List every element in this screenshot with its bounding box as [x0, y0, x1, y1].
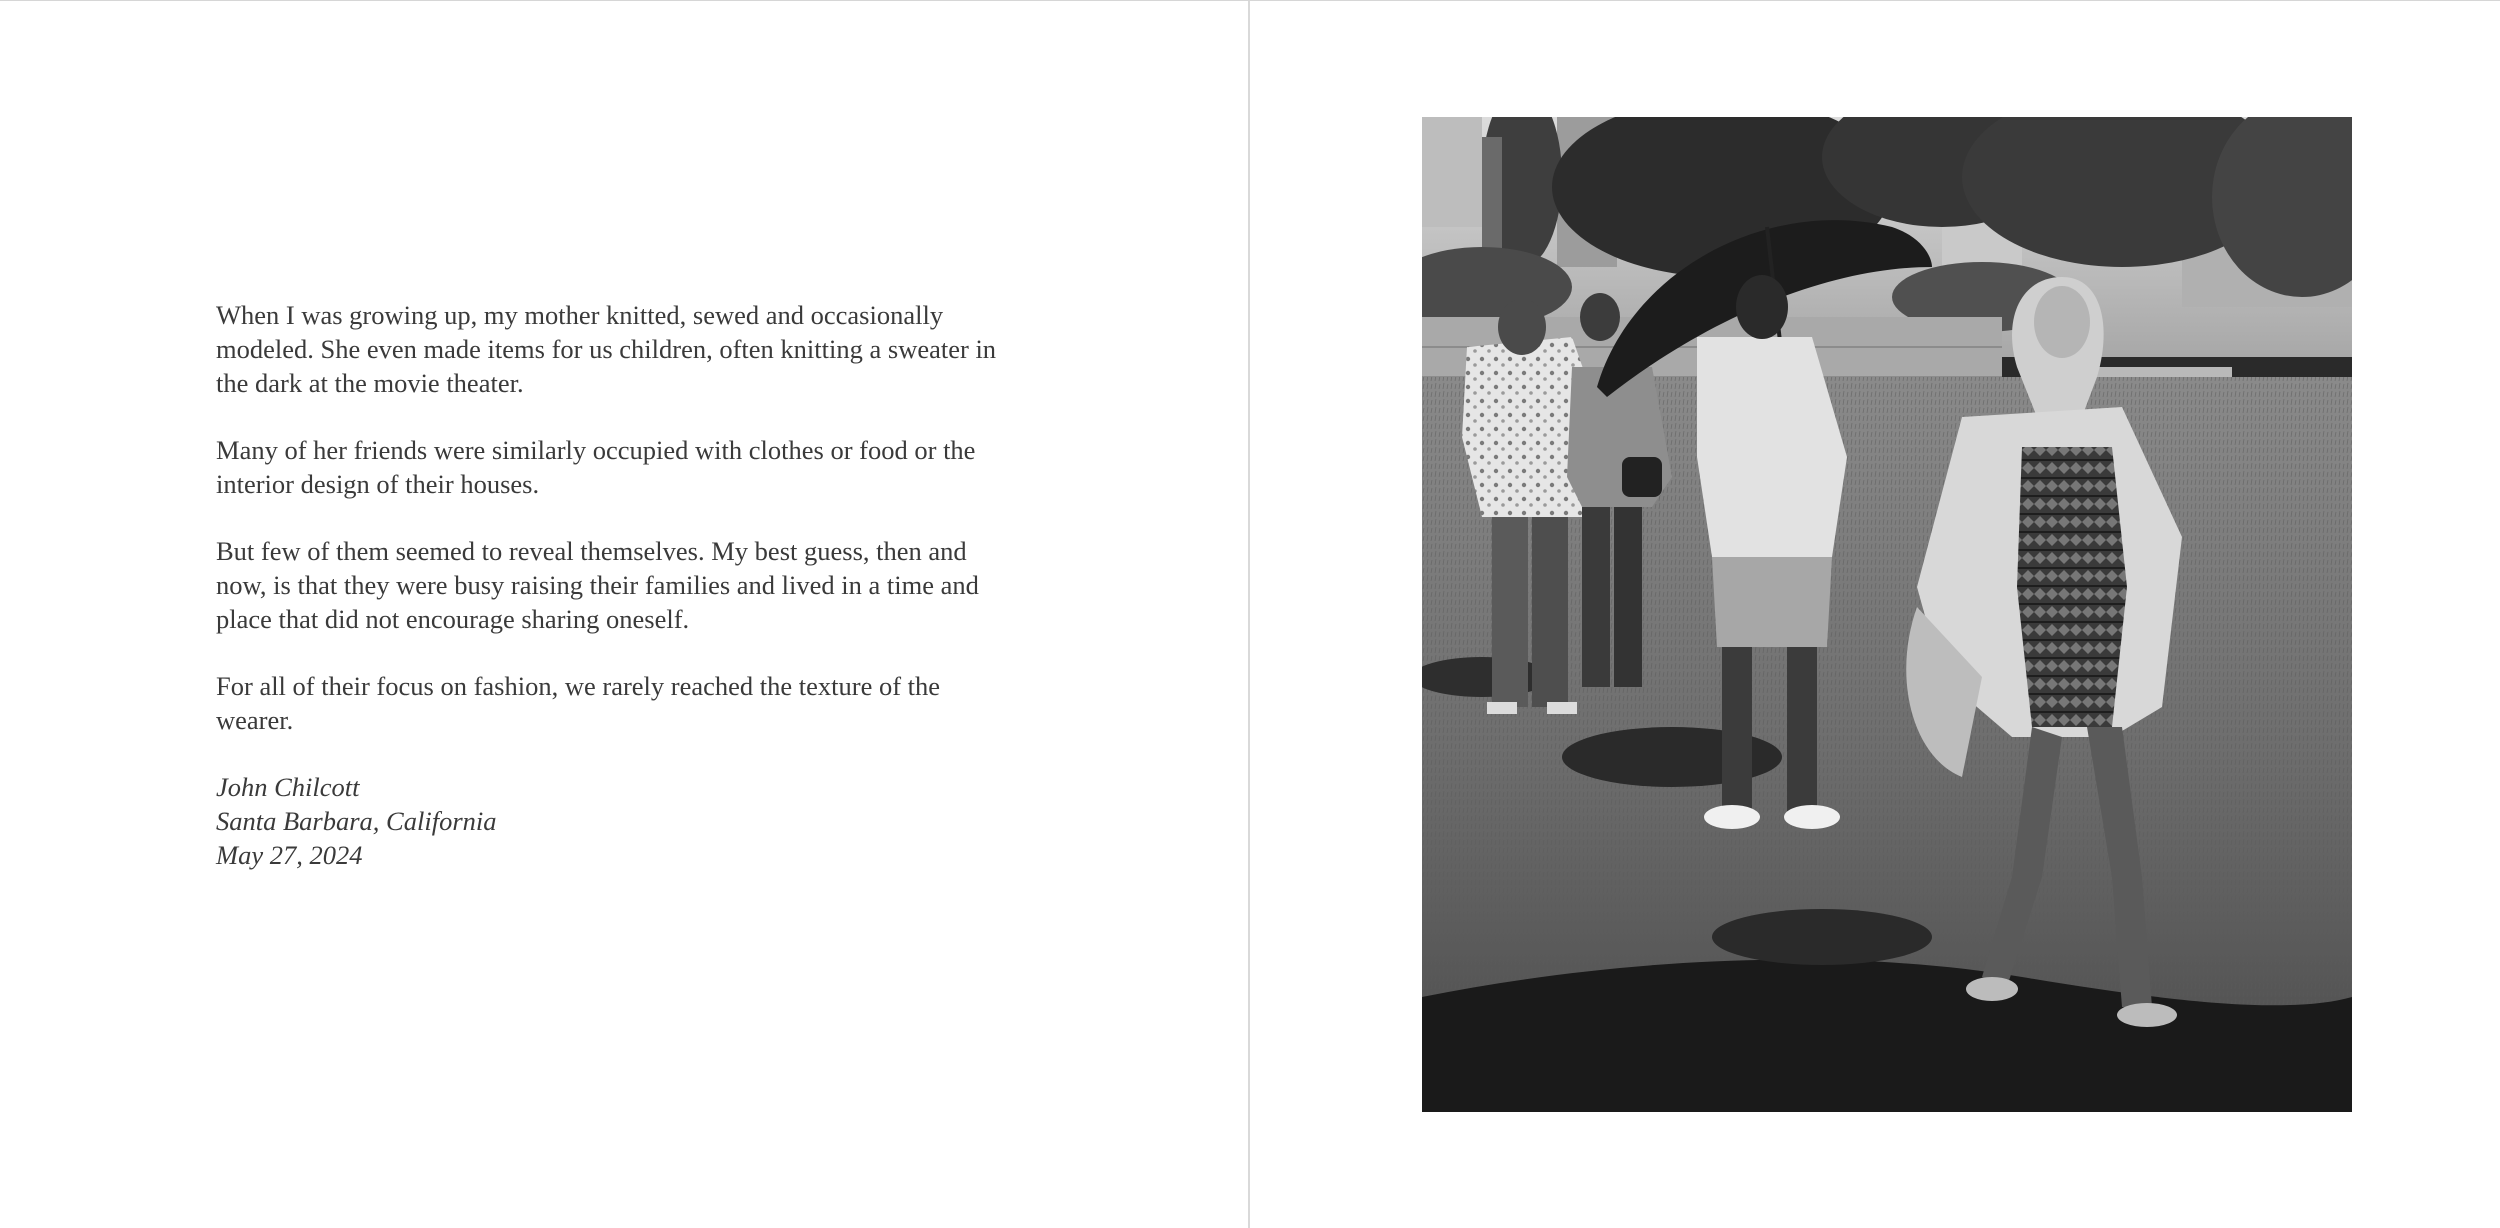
essay-paragraph-4: For all of their focus on fashion, we rarely reached the texture of the wearer.: [216, 671, 941, 735]
essay-text: [216, 298, 1016, 872]
photo-illustration: [1422, 117, 2352, 1112]
author-place: Santa Barbara, California: [216, 806, 497, 836]
right-page: [1250, 1, 2500, 1228]
essay-paragraph-2: Many of her friends were similarly occupied with clothes or food or the interior design of their houses.: [216, 435, 976, 499]
signature-block: [216, 770, 1016, 872]
author-date: May 27, 2024: [216, 840, 363, 870]
author-name: John Chilcott: [216, 772, 360, 802]
essay-paragraph-1: When I was growing up, my mother knitted, sewed and occasionally modeled. She even made items for us children, often knitting a sweater in the dark at the movie theater.: [216, 300, 997, 398]
essay-paragraph-3: But few of them seemed to reveal themselves. My best guess, then and now, is that they were busy raising their families and lived in a time and place that did not encourage sharing oneself.: [216, 536, 979, 634]
photograph: [1422, 117, 2352, 1112]
left-page: [0, 1, 1248, 1228]
